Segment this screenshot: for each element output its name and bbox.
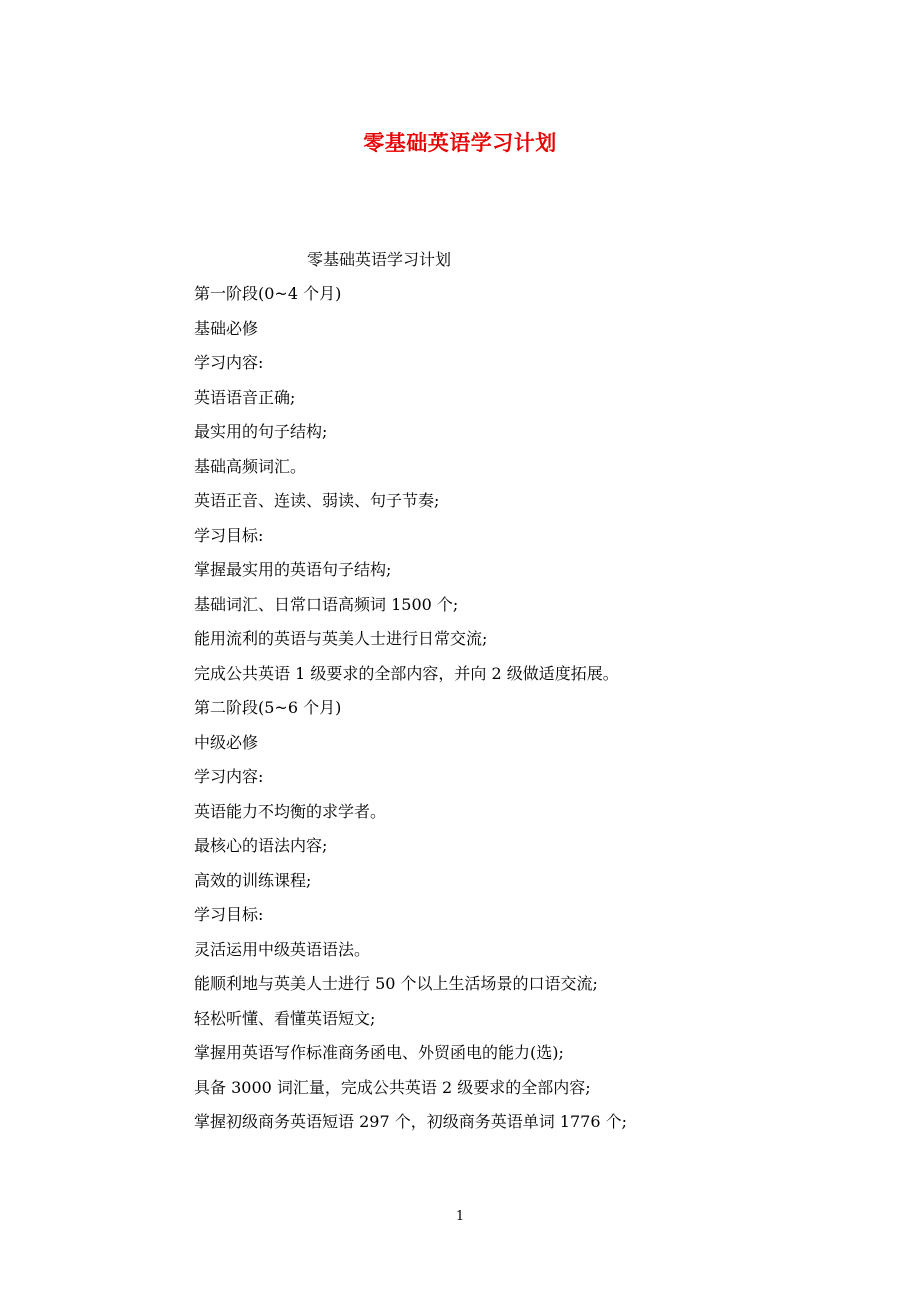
body-line: 基础词汇、日常口语高频词 1500 个; <box>194 594 459 614</box>
document-body <box>194 243 754 1140</box>
page-number: 1 <box>455 1209 465 1224</box>
body-line: 轻松听懂、看懂英语短文; <box>194 1008 376 1028</box>
body-line: 掌握用英语写作标准商务函电、外贸函电的能力(选); <box>194 1043 564 1062</box>
body-line: 学习内容: <box>194 353 264 372</box>
body-line: 英语语音正确; <box>194 387 296 407</box>
document-subtitle: 零基础英语学习计划 <box>307 250 452 269</box>
body-line: 学习内容: <box>194 767 264 786</box>
body-line: 最实用的句子结构; <box>194 422 328 441</box>
body-line: 学习目标: <box>194 905 264 924</box>
body-line: 高效的训练课程; <box>194 870 312 890</box>
document-title: 零基础英语学习计划 <box>363 130 557 155</box>
body-line: 英语正音、连读、弱读、句子节奏; <box>194 491 440 510</box>
body-line: 能顺利地与英美人士进行 50 个以上生活场景的口语交流; <box>194 974 598 993</box>
body-line: 中级必修 <box>194 732 259 752</box>
body-line: 掌握最实用的英语句子结构; <box>194 560 392 579</box>
body-line: 完成公共英语 1 级要求的全部内容，并向 2 级做适度拓展。 <box>194 663 619 683</box>
body-line: 掌握初级商务英语短语 297 个，初级商务英语单词 1776 个; <box>194 1112 627 1131</box>
body-line: 最核心的语法内容; <box>194 836 328 855</box>
body-line: 学习目标: <box>194 525 264 545</box>
body-line: 具备 3000 词汇量，完成公共英语 2 级要求的全部内容; <box>194 1077 591 1097</box>
body-line: 英语能力不均衡的求学者。 <box>194 801 387 821</box>
body-line: 能用流利的英语与英美人士进行日常交流; <box>194 629 488 648</box>
body-line: 基础高频词汇。 <box>194 456 307 476</box>
body-line: 基础必修 <box>194 318 259 338</box>
body-line: 第二阶段(5~6 个月) <box>194 698 342 717</box>
body-line: 灵活运用中级英语语法。 <box>194 939 371 959</box>
body-line: 第一阶段(0~4 个月) <box>194 284 342 303</box>
